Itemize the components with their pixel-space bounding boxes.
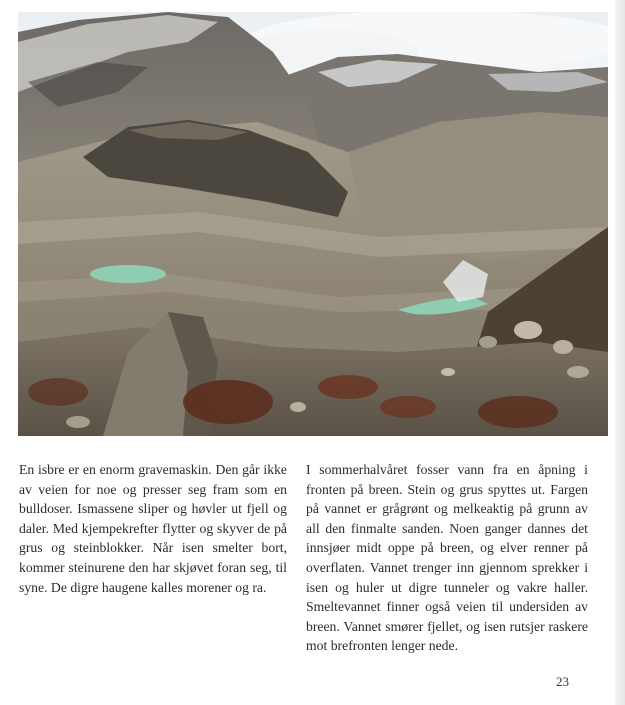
moss-patch xyxy=(28,378,88,406)
stone xyxy=(567,366,589,378)
stone xyxy=(66,416,90,428)
moss-patch xyxy=(318,375,378,399)
stone xyxy=(290,402,306,412)
stone xyxy=(479,336,497,348)
stone xyxy=(441,368,455,376)
stone xyxy=(514,321,542,339)
body-text-left-column: En isbre er en enorm gravemaskin. Den går ikke av veien for noe og presser seg fram som en bulldoser. Ismassene sliper og høvler ut fjell og daler. Med kjempekrefter flytter og skyver de på grus og steinblokker. Når isen smelter bort, kommer steinurene den har skjøvet foran seg, til syne. De digre haugene kalles morener og ra. xyxy=(19,462,287,595)
moss-patch xyxy=(380,396,436,418)
glacial-lake-left xyxy=(90,265,166,283)
glacier-photo xyxy=(18,12,608,436)
body-text-right-column: I sommerhalvåret fosser vann fra en åpning i fronten på breen. Stein og grus spyttes ut. Fargen på vannet er grågrønt og melkeaktig på grunn av all den finmalte sanden. Noen ganger dannes det innsjøer midt oppe på breen, og elver renner på overflaten. Vannet trenger inn gjennom sprekker i isen og huler ut digre tunneler og vakre haller. Smeltevannet finner også veien til undersiden av breen. Vannet smører fjellet, og isen rutsjer raskere mot brefronten lenger nede. xyxy=(306,462,588,654)
stone xyxy=(553,340,573,354)
page-number: 23 xyxy=(556,674,569,689)
moss-patch xyxy=(478,396,558,428)
page-edge xyxy=(615,0,625,705)
moss-patch xyxy=(183,380,273,424)
